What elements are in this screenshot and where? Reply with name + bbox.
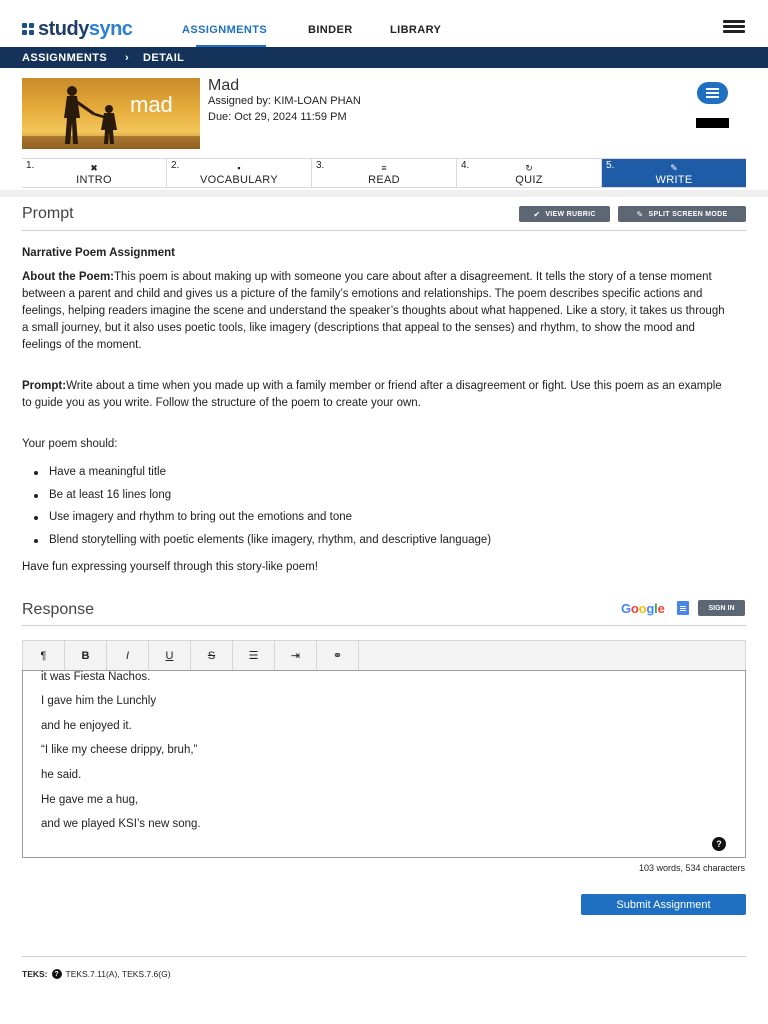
pencil-icon: ✎ (636, 209, 644, 219)
assignment-thumbnail (22, 78, 200, 149)
nav-binder[interactable]: BINDER (308, 24, 353, 36)
due-date: Due: Oct 29, 2024 11:59 PM (208, 111, 347, 123)
google-logo[interactable]: Google (621, 601, 665, 616)
italic-icon[interactable]: I (107, 641, 149, 670)
list-menu-icon[interactable] (697, 82, 728, 104)
step-label: READ (368, 174, 400, 186)
strikethrough-icon[interactable]: S (191, 641, 233, 670)
teks-value: TEKS.7.11(A), TEKS.7.6(G) (65, 969, 171, 979)
editor-line[interactable]: I gave him the Lunchly (41, 695, 157, 707)
split-screen-button[interactable] (618, 206, 746, 222)
step-number: 1. (26, 160, 35, 171)
hamburger-menu-icon[interactable] (723, 20, 745, 34)
prompt-paragraph (22, 378, 730, 412)
silhouette-image (22, 78, 200, 149)
divider (22, 230, 746, 231)
requirements-list (34, 464, 734, 555)
intro-icon: ✖ (90, 163, 98, 173)
step-number: 5. (606, 160, 615, 171)
split-screen-label: SPLIT SCREEN MODE (648, 210, 728, 218)
breadcrumb-assignments[interactable]: ASSIGNMENTS (22, 52, 108, 64)
view-rubric-button[interactable] (519, 206, 610, 222)
assignment-heading: Narrative Poem Assignment (22, 247, 175, 259)
divider-strip (0, 190, 768, 197)
step-tabs (22, 158, 746, 188)
prompt-section-title: Prompt (22, 205, 74, 222)
list-item: Have a meaningful title (34, 464, 734, 487)
step-label: INTRO (76, 174, 112, 186)
black-bar (696, 118, 729, 128)
list-item: Blend storytelling with poetic elements (like imagery, rhythm, and descriptive language) (34, 532, 734, 555)
step-number: 2. (171, 160, 180, 171)
editor-line[interactable]: He gave me a hug, (41, 794, 139, 806)
prompt-heading (22, 245, 730, 262)
checkmark-icon: ✔ (533, 209, 541, 219)
step-intro[interactable] (22, 159, 167, 187)
read-icon: ≡ (381, 163, 387, 173)
logo-mark-icon (22, 23, 34, 35)
divider (22, 625, 746, 626)
about-paragraph (22, 269, 730, 354)
should-text: Your poem should: (22, 438, 118, 450)
editor-line[interactable]: and we played KSI’s new song. (41, 818, 201, 830)
sign-in-button[interactable]: SIGN IN (698, 600, 745, 616)
thumbnail-title: mad (130, 92, 173, 117)
teks-standards (22, 969, 171, 979)
editor-line[interactable]: and he enjoyed it. (41, 720, 132, 732)
step-vocabulary[interactable] (167, 159, 312, 187)
step-number: 3. (316, 160, 325, 171)
assigned-by: Assigned by: KIM-LOAN PHAN (208, 95, 361, 107)
nav-assignments[interactable]: ASSIGNMENTS (182, 24, 268, 36)
list-item: Be at least 16 lines long (34, 487, 734, 510)
prompt-label: Prompt: (22, 380, 67, 392)
help-icon[interactable]: ? (52, 969, 62, 979)
divider (22, 956, 746, 957)
about-text: This poem is about making up with someone you care about after a disagreement. It tells the story of a tense moment between a parent and child and gives us a picture of the family’s emotions and relationships. The poem describes specific actions and feelings, helping readers imagine the scene and understand the speaker’s thoughts about what happened. Like a story, it takes us through a small journey, but it also uses poetic tools, like imagery (descriptions that appeal to the senses) and rhythm, to show the mood and feelings of the moment. (22, 271, 725, 351)
step-label: WRITE (655, 174, 693, 186)
logo-text-sync: sync (88, 17, 133, 40)
about-label: About the Poem: (22, 271, 114, 283)
paragraph-icon[interactable]: ¶ (23, 641, 65, 670)
breadcrumb-separator-icon: › (125, 52, 130, 64)
assignment-title: Mad (208, 77, 240, 94)
quiz-icon: ↻ (525, 163, 533, 173)
response-editor[interactable] (22, 670, 746, 858)
list-item: Use imagery and rhythm to bring out the emotions and tone (34, 509, 734, 532)
step-write[interactable] (602, 159, 746, 187)
editor-line[interactable]: he said. (41, 769, 82, 781)
step-read[interactable] (312, 159, 457, 187)
top-nav (0, 0, 768, 47)
editor-toolbar (22, 640, 746, 671)
editor-line[interactable]: it was Fiesta Nachos. (41, 671, 151, 683)
breadcrumb-detail: DETAIL (143, 52, 185, 64)
underline-icon[interactable]: U (149, 641, 191, 670)
step-number: 4. (461, 160, 470, 171)
word-count: 103 words, 534 characters (638, 863, 745, 873)
bold-icon[interactable]: B (65, 641, 107, 670)
bulleted-list-icon[interactable]: ☰ (233, 641, 275, 670)
link-icon[interactable]: ⚭ (317, 641, 359, 670)
submit-assignment-button[interactable]: Submit Assignment (581, 894, 746, 915)
closing-text: Have fun expressing yourself through this story-like poem! (22, 561, 318, 573)
indent-icon[interactable]: ⇥ (275, 641, 317, 670)
write-pencil-icon: ✎ (670, 163, 678, 173)
teks-label: TEKS: (22, 969, 48, 979)
step-quiz[interactable] (457, 159, 602, 187)
editor-line[interactable]: “I like my cheese drippy, bruh,” (41, 744, 198, 756)
nav-library[interactable]: LIBRARY (390, 24, 442, 36)
vocabulary-icon: ▪ (237, 163, 241, 173)
help-icon[interactable]: ? (712, 837, 726, 851)
prompt-text: Write about a time when you made up with a family member or friend after a disagreement or fight. Use this poem as an example to guide you as you write. Follow the structure of the poem to create your own. (22, 380, 722, 409)
breadcrumb (0, 47, 768, 68)
logo-text-study: study (38, 17, 89, 40)
google-docs-icon[interactable] (677, 601, 689, 615)
step-label: VOCABULARY (200, 174, 278, 186)
view-rubric-label: VIEW RUBRIC (545, 210, 596, 218)
studysync-logo[interactable] (22, 18, 132, 40)
response-section-title: Response (22, 601, 95, 618)
step-label: QUIZ (515, 174, 543, 186)
